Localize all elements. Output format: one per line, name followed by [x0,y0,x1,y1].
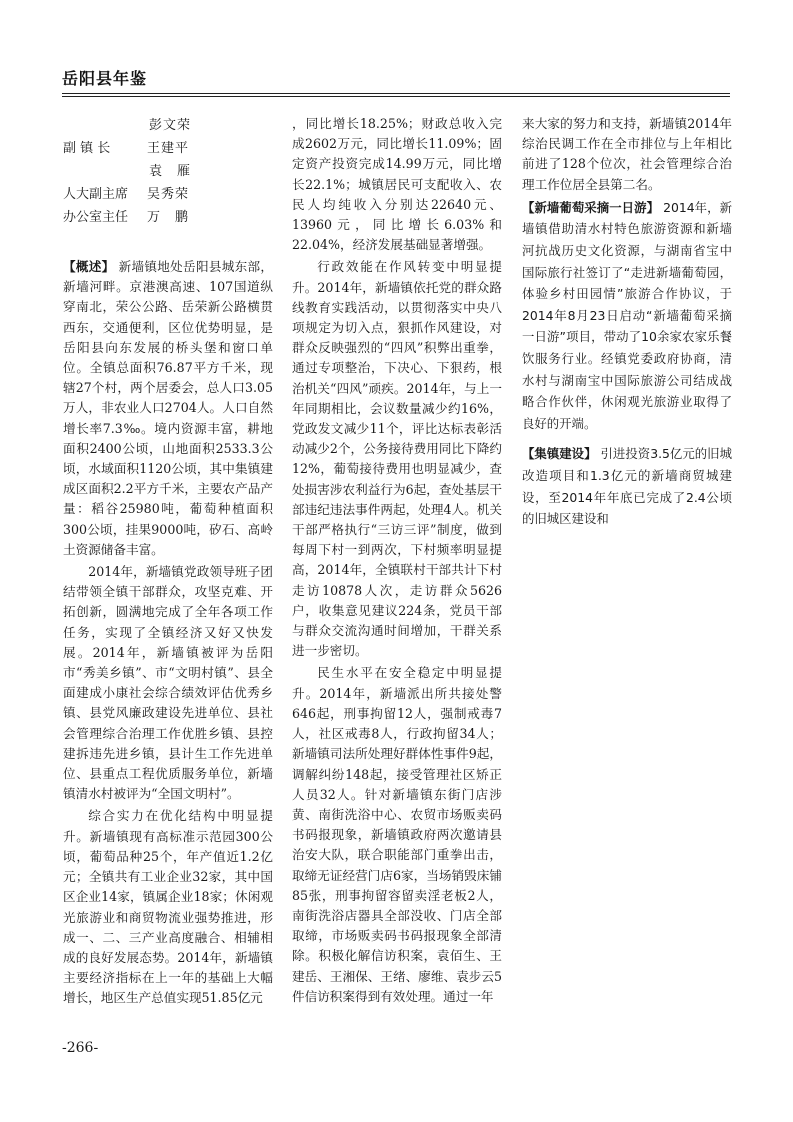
column-middle [292,114,502,1009]
town-build-text: 引进投资3.5亿元的旧城改造项目和1.3亿元的新墙商贸城建设，至2014年年底已完成了2.4公顷的旧城区建设和 [522,446,732,527]
overview-text: 新墙镇地处岳阳县城东部，新墙河畔。京港澳高速、107国道纵穿南北，荣公公路、岳荣新公路横贯西东，交通便利，区位优势明显，是岳阳县向东发展的桥头堡和窗口单位。全镇总面积76.87平方千米，现辖27个村，两个居委会，总人口3.05万人，非农业人口2704人。人口自然增长率7.3‰。境内资源丰富，耕地面积2400公顷，山地面积2533.3公顷，水域面积1120公顷，其中集镇建成区面积2.2平方千米，主要农产品产量：稻谷25980吨，葡萄种植面积300公顷，挂果9000吨，矽石、高岭土资源储备丰富。 [63,259,274,557]
staff-row [63,206,273,229]
grape-tour-paragraph [522,197,732,435]
body-paragraph: 行政效能在作风转变中明显提升。2014年，新墙镇依托党的群众路线教育实践活动，以贯彻落实中央八项规定为切入点，狠抓作风建设，对群众反映强烈的“四风”积弊出重拳，通过专项整治，下决心、下狠药，根治机关“四风”顽疾。2014年，与上一年同期相比，会议数量减少约16%，党政发文减少11个，评比达标表彰活动减少2个，公务接待费用同比下降约12%，葡萄接待费用也明显减少，查处损害涉农利益行为6起，查处基层干部违纪违法事件两起，处理4人。机关干部严格执行“三访三评”制度，做到每周下村一到两次，下村频率明显提高，2014年，全镇联村干部共计下村走访10878人次，走访群众5626户，收集意见建议224条，党员干部与群众交流沟通时间增加，干群关系进一步密切。 [292,259,502,659]
body-paragraph: 民生水平在安全稳定中明显提升。2014年，新墙派出所共接处警646起，刑事拘留12人，强制戒毒7人，社区戒毒8人，行政拘留34人；新墙镇司法所处理好群体性事件9起，调解纠纷148起，接受管理社区矫正人员32人。针对新墙镇东街门店涉黄、南街洗浴中心、农贸市场贩卖码书码报现象，新墙镇政府两次邀请县治安大队，联合职能部门重拳出击，取缔无证经营门店6家，当场销毁床铺85张，刑事拘留容留卖淫老板2人，南街洗浴店器具全部没收、门店全部取缔，市场贩卖码书码报现象全部清除。积极化解信访积案，袁佰生、王建岳、王湘保、王绪、廖维、袁步云5件信访积案得到有效处理。通过一年 [292,665,502,1004]
page-number: -266- [62,1040,99,1056]
staff-list [63,114,273,229]
body-paragraph-continued: 来大家的努力和支持，新墙镇2014年综治民调工作在全市排位与上年相比前进了128个位次，社会管理综合治理工作位居全县第二名。 [522,116,732,192]
staff-name: 万 鹏 [147,210,190,225]
column-right [522,114,732,536]
staff-row [63,137,273,160]
staff-row [63,160,273,183]
staff-title: 副 镇 长 [63,141,111,156]
body-paragraph-continued: ，同比增长18.25%；财政总收入完成2602万元，同比增长11.09%；固定资产投资完成14.99万元，同比增长22.1%；城镇居民可支配收入、农民人均纯收入分别达22640元、13960元，同比增长6.03%和22.04%，经济发展基础显著增强。 [292,116,502,253]
section-tag-town-build: 【集镇建设】 [522,446,597,462]
body-paragraph [63,806,273,1008]
section-tag-grape-tour: 【新墙葡萄采摘一日游】 [522,199,660,215]
header-rule [62,93,730,94]
staff-row [63,114,273,137]
grape-tour-text: 2014年，新墙镇借助清水村特色旅游资源和新墙河抗战历史文化资源，与湖南省宝中国际旅行社签订了“走进新墙葡萄园，体验乡村田园情”旅游合作协议，于2014年8月23日启动“新墙葡萄采摘一日游”项目，带动了10余家农家乐餐饮服务行业。经镇党委政府协商，清水村与湖南宝中国际旅游公司结成战略合作伙伴，休闲观光旅游业取得了良好的开端。 [522,199,732,431]
staff-name: 吴秀荣 [147,187,190,202]
staff-name: 袁 雁 [149,164,192,179]
staff-name: 王建平 [147,141,190,156]
staff-title: 人大副主席 [63,187,129,202]
staff-row [63,183,273,206]
section-tag-overview: 【概述】 [63,259,115,274]
body-text: 综合实力在优化结构中明显提升。新墙镇现有高标准示范园300公顷，葡萄品种25个，年产值近1.2亿元；全镇共有工业企业32家，其中国区企业14家，镇属企业18家；休闲观光旅游业和商贸物流业强势推进，形成一、二、三产业高度融合、相辅相成的良好发展态势。2014年，新墙镇主要经济指标在上一年的基础上大幅增长，地区生产总值实现51.85亿元 [63,808,273,1006]
staff-name: 彭文荣 [149,118,192,133]
header-rule-thin [62,96,730,97]
column-left [63,114,273,1011]
town-build-paragraph [522,443,732,529]
staff-title: 办公室主任 [63,210,129,225]
body-paragraph: 2014年，新墙镇党政领导班子团结带领全镇干部群众，攻坚克难、开拓创新，圆满地完成了全年各项工作任务，实现了全镇经济又好又快发展。2014年，新墙镇被评为岳阳市“秀美乡镇”、市“文明村镇”、县全面建成小康社会综合绩效评估优秀乡镇、县党风廉政建设先进单位、县社会管理综合治理工作优胜乡镇、县控建拆违先进乡镇，县计生工作先进单位、县重点工程优质服务单位，新墙镇清水村被评为“全国文明村”。 [63,564,273,802]
yearbook-header: 岳阳县年鉴 [62,69,148,88]
overview-paragraph [63,257,273,560]
